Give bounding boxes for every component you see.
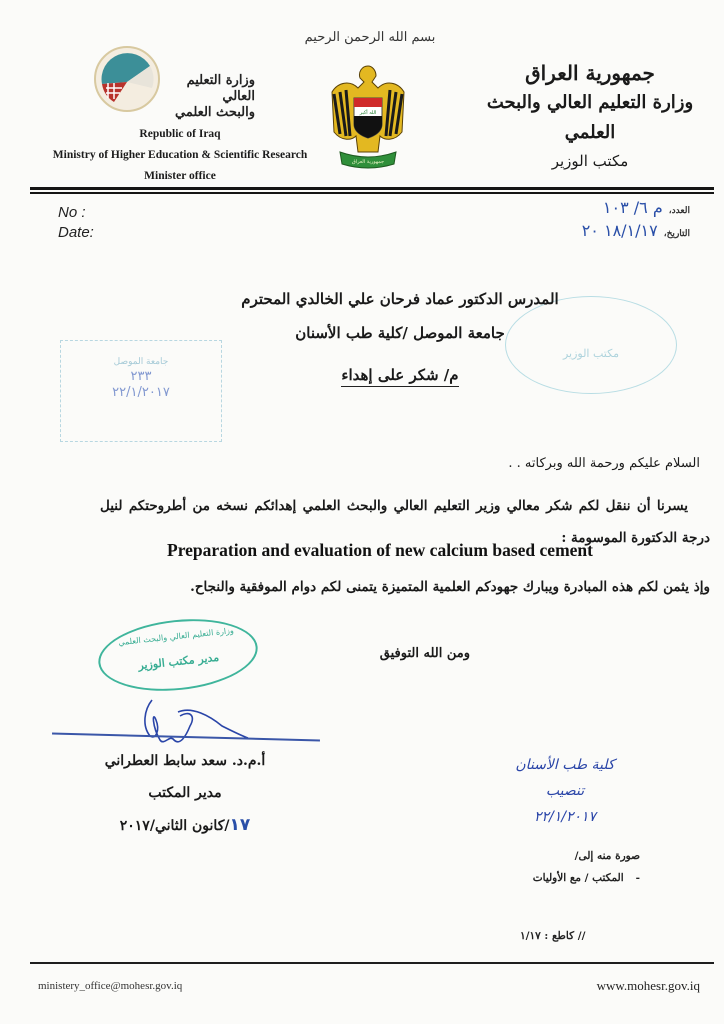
green-stamp-top-text: وزارة التعليم العالي والبحث العلمي <box>117 626 235 648</box>
basmala: بسم الله الرحمن الرحيم <box>304 30 436 45</box>
document-date: ١٨/١/١٧ ٢٠ <box>581 221 658 240</box>
annotation-line: تنصيب <box>545 783 585 799</box>
annotation-line: كلية طب الأسنان <box>515 757 615 773</box>
logo-text-line: وزارة التعليم العالي <box>186 73 255 104</box>
office-name-ar: مكتب الوزير <box>551 152 629 170</box>
addressee <box>200 282 600 350</box>
date-label: Date: <box>58 224 94 241</box>
minister-office-stamp-text: مكتب الوزير <box>562 347 620 360</box>
svg-text:جمهورية العراق: جمهورية العراق <box>351 159 385 165</box>
annotation-date: ٢٢/١/٢٠١٧ <box>533 809 597 825</box>
reference-block-en <box>58 203 94 243</box>
thesis-title: Preparation and evaluation of new calcium based cement <box>167 540 593 560</box>
eagle-coat-of-arms-icon <box>328 62 408 170</box>
ministry-logo <box>92 44 162 114</box>
typist-reference: // كاطع : ١/١٧ <box>520 930 586 942</box>
date-label-ar: التاريخ، <box>663 229 690 239</box>
country-name-ar: جمهورية العراق <box>525 61 655 85</box>
header-divider-secondary <box>30 192 714 194</box>
signatory-title: مدير المكتب <box>148 785 222 801</box>
green-stamp-bottom-text: مدير مكتب الوزير <box>137 650 220 673</box>
signature-date-rest: /كانون الثاني/٢٠١٧ <box>119 818 230 834</box>
footer-website[interactable]: www.mohesr.gov.iq <box>596 978 700 993</box>
signatory-name: أ.م.د. سعد سابط العطراني <box>104 753 266 769</box>
ministry-name: Ministry of Higher Education & Scientific Research <box>52 149 308 161</box>
document-number: م ٦/ ١٠٣ <box>602 198 663 217</box>
closing: ومن الله التوفيق <box>379 646 470 661</box>
received-stamp-text: جامعة الموصل <box>113 357 169 367</box>
svg-text:الله أكبر: الله أكبر <box>359 110 377 116</box>
subject <box>280 366 520 384</box>
paragraph-1-text: يسرنا أن ننقل لكم شكر معالي وزير التعليم العالي والبحث العلمي إهدائكم نسخه من أطروحتكم لنيل درجة الدكتورة الموسومة : <box>100 498 710 546</box>
ministry-logo-text <box>155 73 255 121</box>
logo-text-line: والبحث العلمي <box>175 105 255 120</box>
reference-block-ar <box>520 198 690 244</box>
copy-to-item: المكتب / مع الأوليات <box>532 872 624 884</box>
greeting: السلام عليكم ورحمة الله وبركاته . . <box>508 456 700 471</box>
ministry-name-ar: وزارة التعليم العالي والبحث العلمي <box>486 92 694 143</box>
list-dash: - <box>635 872 640 884</box>
received-date: ٢٢/١/٢٠١٧ <box>112 385 170 400</box>
number-label-ar: العدد، <box>668 206 690 216</box>
office-name: Minister office <box>144 170 216 182</box>
number-label: No : <box>58 204 86 221</box>
office-director-stamp <box>95 612 261 698</box>
footer-divider <box>30 962 714 964</box>
country-name: Republic of Iraq <box>139 128 221 140</box>
received-stamp <box>60 340 222 442</box>
addressee-name: المدرس الدكتور عماد فرحان علي الخالدي المحترم <box>241 290 559 308</box>
body-paragraph-2: وإذ يثمن لكم هذه المبادرة ويبارك جهودكم العلمية المتميزة يتمنى لكم دوام الموفقية والنجاح. <box>190 579 710 595</box>
header-divider <box>30 187 714 190</box>
signature-date-day: ١٧ <box>229 815 251 835</box>
signatory <box>80 745 290 842</box>
copy-to-label: صورة منه إلى/ <box>574 850 640 862</box>
english-letterhead <box>30 124 330 187</box>
signature-date <box>80 809 290 842</box>
arabic-letterhead <box>470 58 710 174</box>
addressee-institution: جامعة الموصل /كلية طب الأسنان <box>295 324 505 342</box>
handwritten-annotation <box>500 752 630 830</box>
copy-to <box>480 845 640 889</box>
subject-text: م/ شكر على إهداء <box>341 366 458 387</box>
footer-email[interactable]: ministery_office@mohesr.gov.iq <box>38 980 183 992</box>
received-number: ٢٣٣ <box>130 369 152 384</box>
